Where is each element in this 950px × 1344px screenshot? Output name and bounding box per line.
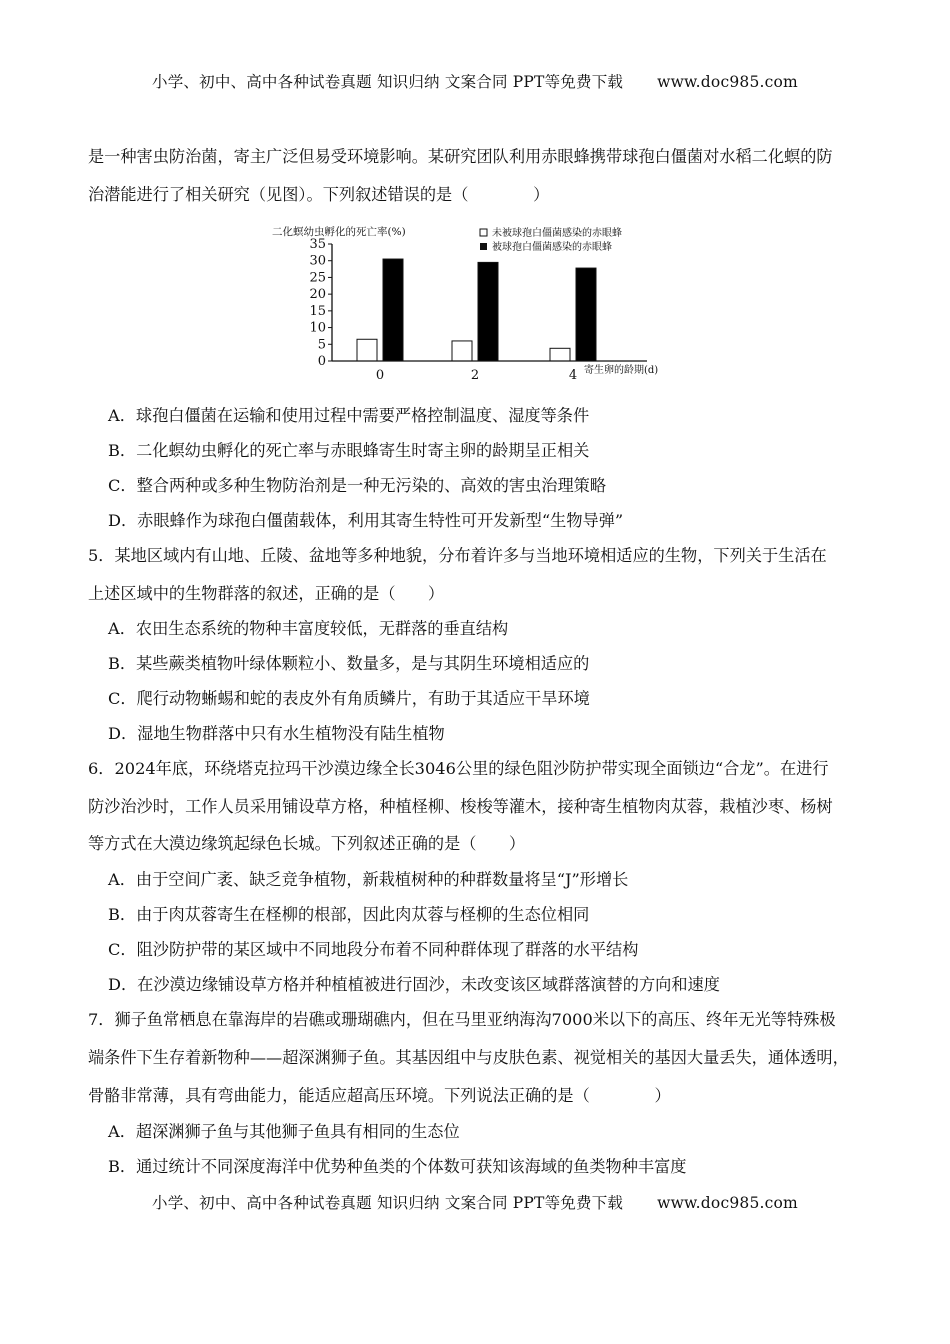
y-tick-label: 20	[309, 287, 326, 303]
footer-url[interactable]: www.doc985.com	[657, 1194, 798, 1212]
q5-stem-line-1: 5．某地区域内有山地、丘陵、盆地等多种地貌，分布着许多与当地环境相适应的生物，下列关于生活在	[88, 546, 827, 565]
y-axis-ticks	[309, 237, 332, 369]
bar-infected-0	[383, 259, 403, 361]
q7-stem-line-2: 端条件下生存着新物种——超深渊狮子鱼。其基因组中与皮肤色素、视觉相关的基因大量丢失，通体透明，	[88, 1048, 849, 1067]
q6-option-c: C．阻沙防护带的某区域中不同地段分布着不同种群体现了群落的水平结构	[108, 940, 639, 959]
q7-stem-line-1: 7．狮子鱼常栖息在靠海岸的岩礁或珊瑚礁内，但在马里亚纳海沟7000米以下的高压、终年无光等特殊极	[88, 1010, 836, 1029]
y-tick-label: 10	[309, 320, 326, 336]
q6-stem-line-2: 防沙治沙时，工作人员采用铺设草方格，种植柽柳、梭梭等灌木，接种寄生植物肉苁蓉，栽植沙枣、杨树	[88, 797, 833, 816]
q6-stem-line-3: 等方式在大漠边缘筑起绿色长城。下列叙述正确的是（ ）	[88, 834, 526, 853]
q7-stem-line-3: 骨骼非常薄，具有弯曲能力，能适应超高压环境。下列说法正确的是（ ）	[88, 1086, 671, 1105]
chart-legend	[480, 226, 622, 253]
header-url[interactable]: www.doc985.com	[657, 73, 798, 91]
q4-stem-line-2: 治潜能进行了相关研究（见图）。下列叙述错误的是（ ）	[88, 185, 550, 204]
bar-uninfected-4	[550, 348, 570, 361]
legend-label-infected: 被球孢白僵菌感染的赤眼蜂	[492, 242, 612, 253]
chart-xlabel: 寄生卵的龄期(d)	[584, 365, 659, 376]
x-tick-label-2: 2	[470, 368, 480, 383]
header-text: 小学、初中、高中各种试卷真题 知识归纳 文案合同 PPT等免费下载	[152, 73, 624, 91]
y-tick-label: 0	[317, 354, 326, 369]
bar-uninfected-0	[357, 339, 377, 361]
x-tick-label-0: 0	[375, 368, 385, 383]
chart-ylabel: 二化螟幼虫孵化的死亡率(%)	[272, 226, 406, 238]
q5-option-c: C．爬行动物蜥蜴和蛇的表皮外有角质鳞片，有助于其适应干旱环境	[108, 689, 590, 708]
mortality-bar-chart	[262, 220, 692, 388]
x-tick-label-4: 4	[568, 368, 578, 383]
q7-option-b: B．通过统计不同深度海洋中优势种鱼类的个体数可获知该海域的鱼类物种丰富度	[108, 1157, 687, 1176]
q5-option-b: B．某些蕨类植物叶绿体颗粒小、数量多，是与其阴生环境相适应的	[108, 654, 590, 673]
q5-option-d: D．湿地生物群落中只有水生植物没有陆生植物	[108, 724, 445, 743]
footer-text: 小学、初中、高中各种试卷真题 知识归纳 文案合同 PPT等免费下载	[152, 1194, 624, 1212]
q4-option-a: A．球孢白僵菌在运输和使用过程中需要严格控制温度、湿度等条件	[108, 406, 590, 425]
y-tick-label: 30	[309, 253, 326, 269]
q4-option-c: C．整合两种或多种生物防治剂是一种无污染的、高效的害虫治理策略	[108, 476, 607, 495]
q4-stem-line-1: 是一种害虫防治菌，寄主广泛但易受环境影响。某研究团队利用赤眼蜂携带球孢白僵菌对水稻二化螟的防	[88, 147, 833, 166]
legend-swatch-infected	[480, 243, 487, 250]
q4-option-b: B．二化螟幼虫孵化的死亡率与赤眼蜂寄生时寄主卵的龄期呈正相关	[108, 441, 590, 460]
q5-option-a: A．农田生态系统的物种丰富度较低，无群落的垂直结构	[108, 619, 509, 638]
page-header	[0, 70, 950, 92]
bar-uninfected-2	[452, 341, 472, 361]
q6-option-d: D．在沙漠边缘铺设草方格并种植植被进行固沙，未改变该区域群落演替的方向和速度	[108, 975, 720, 994]
q5-stem-line-2: 上述区域中的生物群落的叙述，正确的是（ ）	[88, 584, 445, 603]
q6-option-a: A．由于空间广袤、缺乏竞争植物，新栽植树种的种群数量将呈“J”形增长	[108, 870, 629, 889]
y-tick-label: 15	[309, 303, 326, 319]
chart-bars	[357, 259, 596, 361]
x-axis-ticks	[376, 368, 577, 383]
y-tick-label: 35	[309, 237, 326, 252]
page-footer	[0, 1191, 950, 1213]
bar-infected-4	[576, 268, 596, 361]
legend-swatch-uninfected	[480, 229, 487, 236]
y-tick-label: 5	[317, 337, 326, 353]
legend-label-uninfected: 未被球孢白僵菌感染的赤眼蜂	[492, 228, 622, 239]
bar-infected-2	[478, 262, 498, 361]
q6-stem-line-1: 6．2024年底，环绕塔克拉玛干沙漠边缘全长3046公里的绿色阻沙防护带实现全面锁边“合龙”。在进行	[88, 759, 829, 778]
q4-option-d: D．赤眼蜂作为球孢白僵菌载体，利用其寄生特性可开发新型“生物导弹”	[108, 511, 624, 530]
q7-option-a: A．超深渊狮子鱼与其他狮子鱼具有相同的生态位	[108, 1122, 460, 1141]
q6-option-b: B．由于肉苁蓉寄生在柽柳的根部，因此肉苁蓉与柽柳的生态位相同	[108, 905, 590, 924]
y-tick-label: 25	[309, 270, 326, 286]
